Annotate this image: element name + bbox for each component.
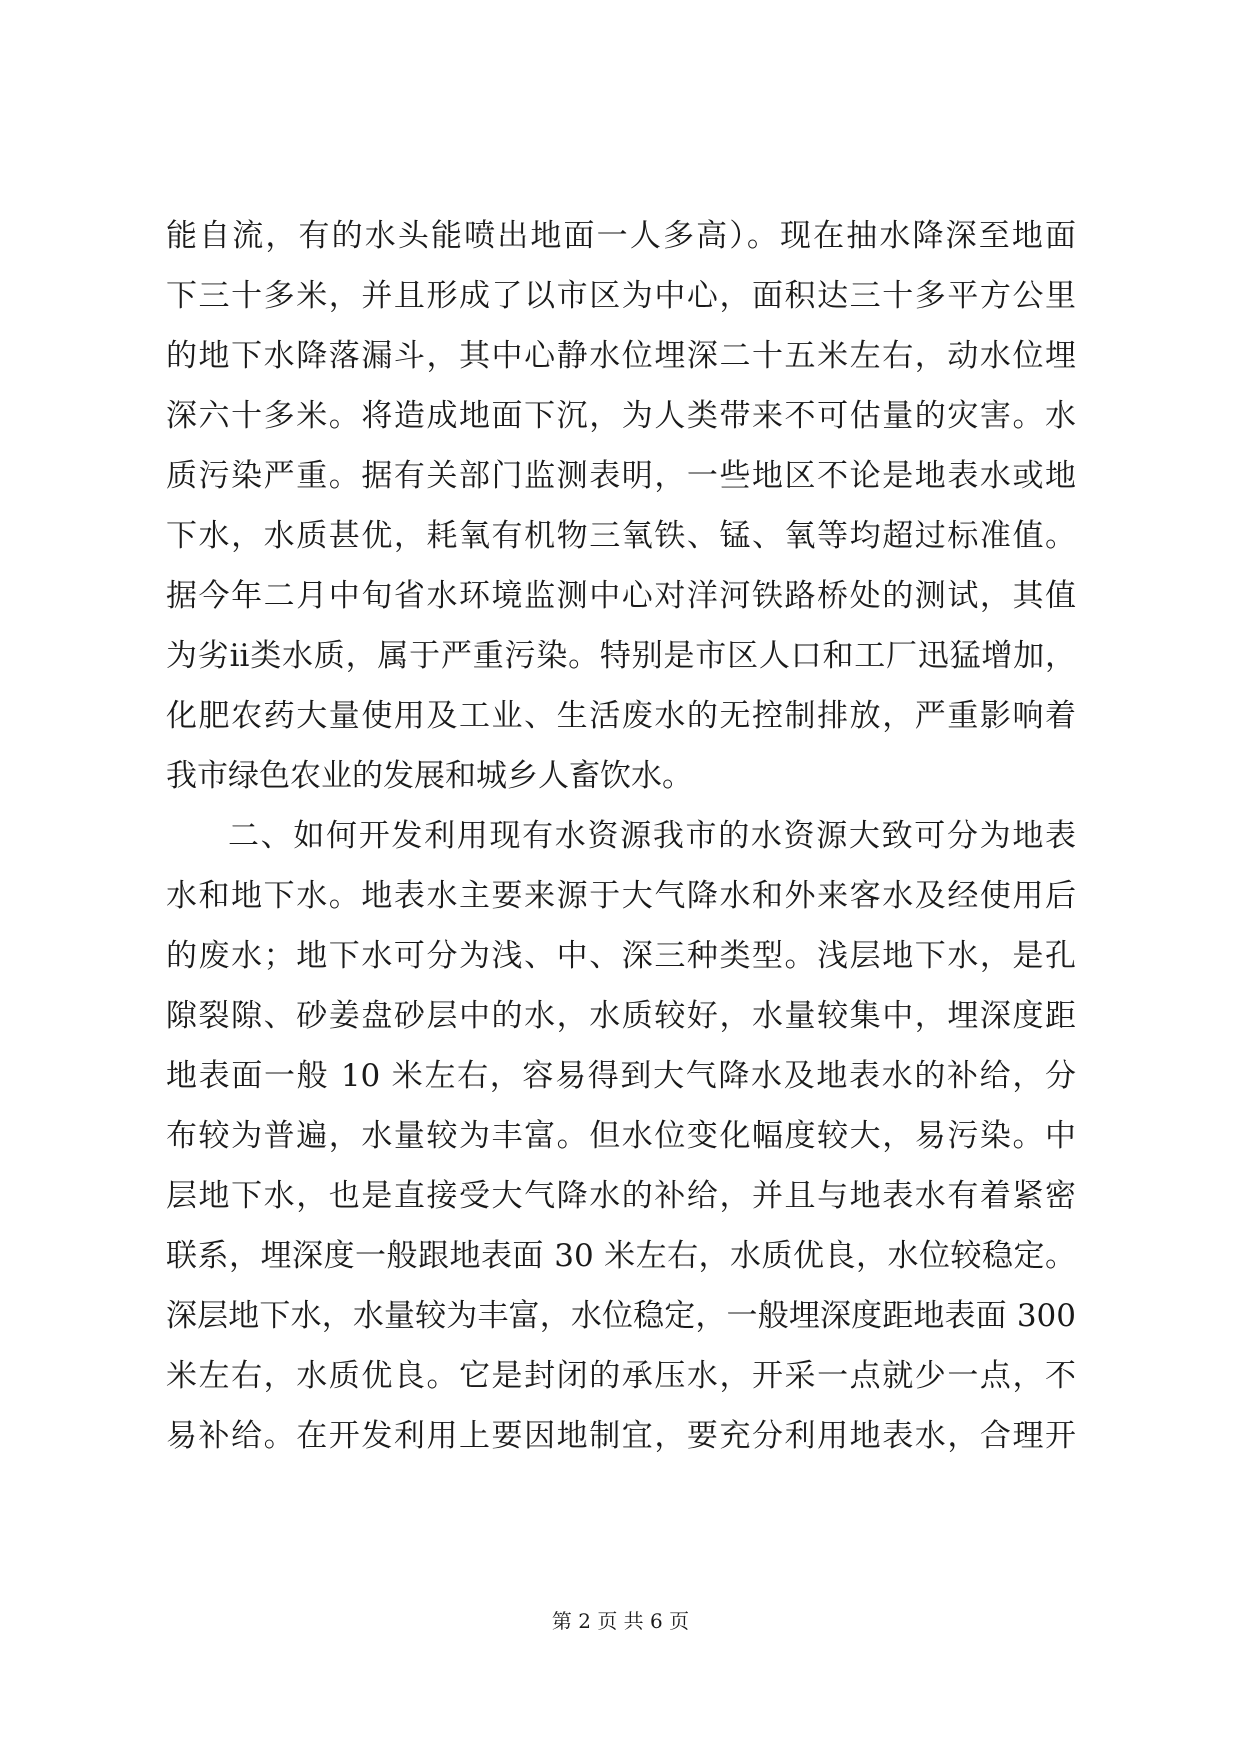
text-line: 据今年二月中旬省水环境监测中心对洋河铁路桥处的测试，其值 (166, 578, 1076, 614)
text-line: 易补给。在开发利用上要因地制宜，要充分利用地表水，合理开 (166, 1418, 1076, 1454)
text-line: 化肥农药大量使用及工业、生活废水的无控制排放，严重影响着 (166, 698, 1076, 734)
text-line: 的废水；地下水可分为浅、中、深三种类型。浅层地下水，是孔 (166, 938, 1076, 974)
text-line: 下水，水质甚优，耗氧有机物三氧铁、锰、氧等均超过标准值。 (166, 518, 1076, 554)
text-line: 能自流，有的水头能喷出地面一人多高）。现在抽水降深至地面 (166, 218, 1076, 254)
text-line: 二、如何开发利用现有水资源我市的水资源大致可分为地表 (228, 818, 1076, 854)
text-line: 联系，埋深度一般跟地表面 30 米左右，水质优良，水位较稳定。 (166, 1238, 1076, 1274)
text-line: 地表面一般 10 米左右，容易得到大气降水及地表水的补给，分 (166, 1058, 1076, 1094)
text-line: 质污染严重。据有关部门监测表明，一些地区不论是地表水或地 (166, 458, 1076, 494)
text-line: 隙裂隙、砂姜盘砂层中的水，水质较好，水量较集中，埋深度距 (166, 998, 1076, 1034)
page-number-footer: 第 2 页 共 6 页 (551, 1609, 690, 1633)
text-line: 为劣ii类水质，属于严重污染。特别是市区人口和工厂迅猛增加， (166, 638, 1076, 674)
text-line: 深层地下水，水量较为丰富，水位稳定，一般埋深度距地表面 300 (166, 1298, 1076, 1334)
paragraph-2 (166, 806, 1076, 1466)
text-line: 我市绿色农业的发展和城乡人畜饮水。 (166, 758, 693, 794)
paragraph-1 (166, 206, 1076, 806)
body-text (166, 206, 1076, 1466)
text-line: 水和地下水。地表水主要来源于大气降水和外来客水及经使用后 (166, 878, 1076, 914)
text-line: 布较为普遍，水量较为丰富。但水位变化幅度较大，易污染。中 (166, 1118, 1076, 1154)
text-line: 米左右，水质优良。它是封闭的承压水，开采一点就少一点，不 (166, 1358, 1076, 1394)
text-line: 的地下水降落漏斗，其中心静水位埋深二十五米左右，动水位埋 (166, 338, 1076, 374)
text-line: 下三十多米，并且形成了以市区为中心，面积达三十多平方公里 (166, 278, 1076, 314)
text-line: 层地下水，也是直接受大气降水的补给，并且与地表水有着紧密 (166, 1178, 1076, 1214)
text-line: 深六十多米。将造成地面下沉，为人类带来不可估量的灾害。水 (166, 398, 1076, 434)
